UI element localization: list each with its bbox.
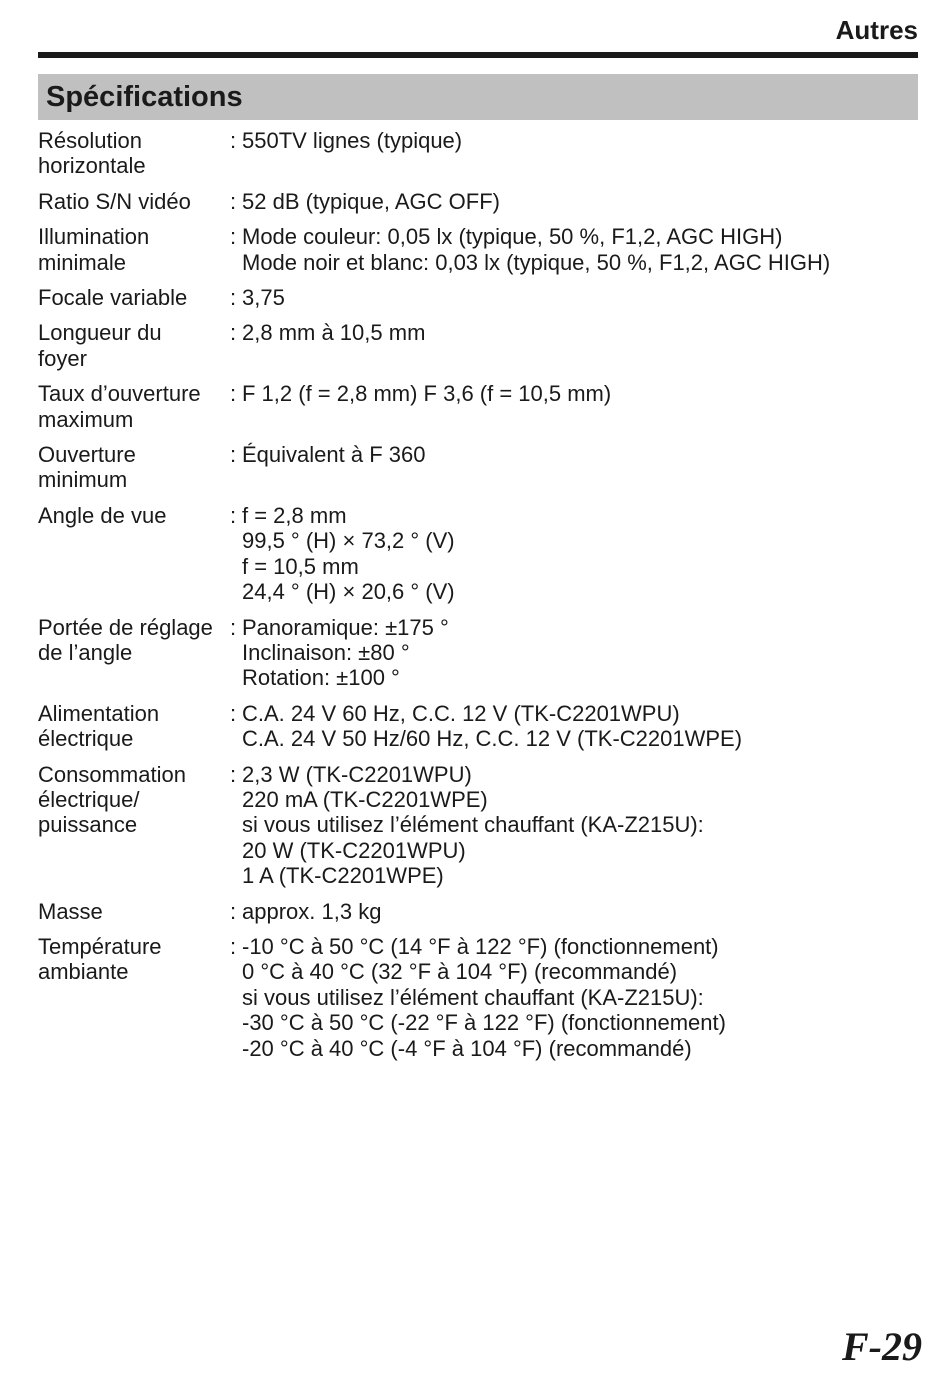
spec-row bbox=[38, 442, 918, 493]
spec-value: 20 W (TK-C2201WPU) bbox=[242, 837, 466, 863]
spec-row bbox=[38, 224, 918, 275]
spec-values bbox=[242, 442, 918, 493]
spec-values bbox=[242, 224, 918, 275]
spec-label: Ouverture minimum bbox=[38, 442, 136, 493]
spec-value: -20 °C à 40 °C (-4 °F à 104 °F) (recommandé) bbox=[242, 1035, 692, 1061]
spec-colon: : bbox=[230, 700, 237, 726]
spec-values bbox=[242, 320, 918, 371]
spec-value: Équivalent à F 360 bbox=[242, 442, 426, 468]
spec-value: Inclinaison: ±80 ° bbox=[242, 639, 410, 665]
spec-label: Illumination minimale bbox=[38, 224, 150, 275]
spec-row bbox=[38, 762, 918, 889]
spec-value: 2,8 mm à 10,5 mm bbox=[242, 320, 426, 346]
spec-colon: : bbox=[230, 128, 237, 153]
page-title: Spécifications bbox=[46, 81, 243, 113]
spec-row bbox=[38, 320, 918, 371]
spec-colon: : bbox=[230, 224, 237, 250]
spec-row bbox=[38, 615, 918, 691]
spec-colon: : bbox=[230, 442, 237, 468]
spec-value: 24,4 ° (H) × 20,6 ° (V) bbox=[242, 579, 455, 605]
spec-label: Température ambiante bbox=[38, 933, 162, 985]
specifications-list bbox=[38, 128, 918, 1071]
spec-values bbox=[242, 934, 918, 1061]
spec-value: f = 2,8 mm bbox=[242, 502, 347, 528]
page-number: F-29 bbox=[842, 1324, 922, 1369]
spec-row bbox=[38, 899, 918, 924]
spec-colon: : bbox=[230, 381, 237, 407]
spec-colon: : bbox=[230, 188, 237, 214]
spec-label: Masse bbox=[38, 898, 103, 924]
spec-values bbox=[242, 615, 918, 691]
spec-value: Rotation: ±100 ° bbox=[242, 665, 400, 691]
spec-colon: : bbox=[230, 285, 237, 311]
section-label: Autres bbox=[835, 15, 918, 45]
title-band bbox=[38, 74, 918, 120]
spec-values bbox=[242, 189, 918, 214]
spec-value: 1 A (TK-C2201WPE) bbox=[242, 863, 444, 889]
spec-label: Résolution horizontale bbox=[38, 128, 146, 179]
spec-row bbox=[38, 128, 918, 179]
spec-value: 2,3 W (TK-C2201WPU) bbox=[242, 761, 472, 787]
spec-label: Angle de vue bbox=[38, 502, 167, 528]
spec-label: Longueur du foyer bbox=[38, 320, 162, 371]
header-rule bbox=[38, 52, 918, 58]
spec-colon: : bbox=[230, 502, 237, 528]
spec-value: Mode noir et blanc: 0,03 lx (typique, 50 %, F1,2, AGC HIGH) bbox=[242, 249, 831, 275]
spec-value: 220 mA (TK-C2201WPE) bbox=[242, 786, 488, 812]
spec-value: 52 dB (typique, AGC OFF) bbox=[242, 188, 500, 214]
spec-label: Taux d’ouverture maximum bbox=[38, 381, 201, 432]
spec-colon: : bbox=[230, 761, 237, 787]
spec-colon: : bbox=[230, 614, 237, 640]
spec-values bbox=[242, 128, 918, 179]
spec-values bbox=[242, 381, 918, 432]
spec-value: -10 °C à 50 °C (14 °F à 122 °F) (fonctionnement) bbox=[242, 933, 719, 959]
spec-value: Panoramique: ±175 ° bbox=[242, 614, 449, 640]
spec-label: Alimentation électrique bbox=[38, 700, 160, 752]
spec-values bbox=[242, 899, 918, 924]
spec-values bbox=[242, 503, 918, 605]
spec-value: approx. 1,3 kg bbox=[242, 898, 382, 924]
spec-row bbox=[38, 285, 918, 310]
spec-colon: : bbox=[230, 898, 237, 924]
spec-label: Portée de réglage de l’angle bbox=[38, 614, 213, 665]
spec-colon: : bbox=[230, 933, 237, 959]
spec-label: Focale variable bbox=[38, 285, 188, 311]
spec-row bbox=[38, 381, 918, 432]
spec-value: C.A. 24 V 60 Hz, C.C. 12 V (TK-C2201WPU) bbox=[242, 700, 680, 726]
spec-value: si vous utilisez l’élément chauffant (KA-Z215U): bbox=[242, 984, 704, 1010]
spec-value: Mode couleur: 0,05 lx (typique, 50 %, F1,2, AGC HIGH) bbox=[242, 224, 783, 250]
spec-label: Ratio S/N vidéo bbox=[38, 188, 191, 214]
spec-values bbox=[242, 762, 918, 889]
spec-value: si vous utilisez l’élément chauffant (KA-Z215U): bbox=[242, 812, 704, 838]
spec-row bbox=[38, 701, 918, 752]
spec-value: 3,75 bbox=[242, 285, 285, 311]
spec-value: f = 10,5 mm bbox=[242, 553, 359, 579]
spec-value: F 1,2 (f = 2,8 mm) F 3,6 (f = 10,5 mm) bbox=[242, 381, 612, 407]
spec-colon: : bbox=[230, 320, 237, 346]
spec-value: C.A. 24 V 50 Hz/60 Hz, C.C. 12 V (TK-C2201WPE) bbox=[242, 726, 743, 752]
spec-row bbox=[38, 503, 918, 605]
spec-row bbox=[38, 189, 918, 214]
spec-value: -30 °C à 50 °C (-22 °F à 122 °F) (fonctionnement) bbox=[242, 1010, 726, 1036]
spec-values bbox=[242, 285, 918, 310]
spec-row bbox=[38, 934, 918, 1061]
spec-value: 99,5 ° (H) × 73,2 ° (V) bbox=[242, 528, 455, 554]
spec-value: 550TV lignes (typique) bbox=[242, 128, 463, 153]
spec-label: Consommation électrique/ puissance bbox=[38, 761, 186, 838]
spec-values bbox=[242, 701, 918, 752]
spec-value: 0 °C à 40 °C (32 °F à 104 °F) (recommandé) bbox=[242, 959, 678, 985]
